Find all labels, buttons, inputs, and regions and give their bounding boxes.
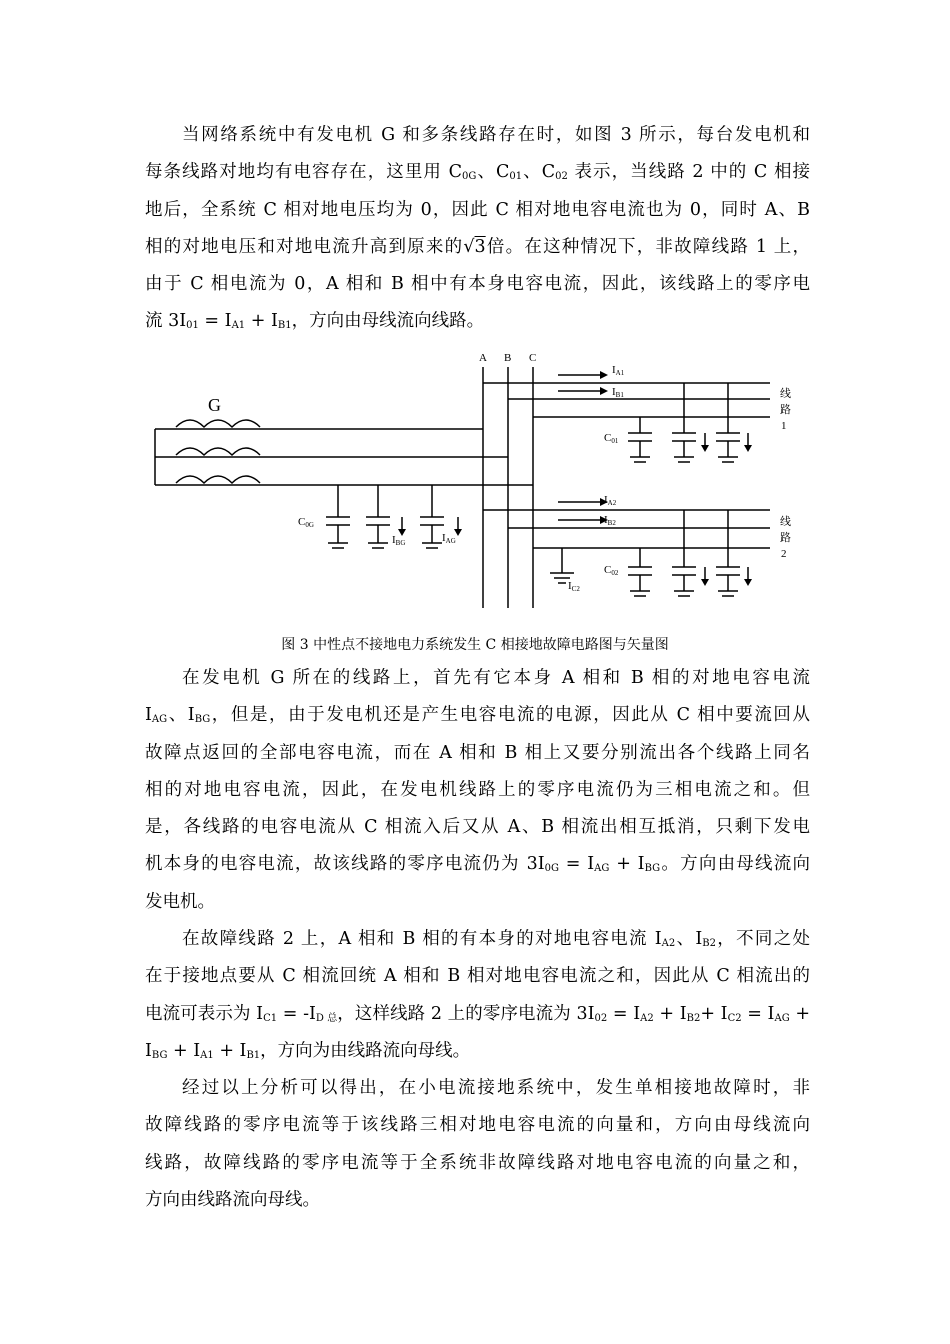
current-label: I [604,494,608,506]
text-line: 每条线路对地均有电容存在，这里用 $C_{0G}$、$C_{01}$、$C_{02}$ 表示，当线路 2 中的 C 相接 [145,162,811,183]
text-line: 电流可表示为 $I_{C1} = -I_{D 总}$，这样线路 2 上的零序电流为 $3I_{02} = I_{A2} + I_{B2}+ I_{C2} = I_{AG}$ + [145,1003,811,1024]
paragraph-4 [145,1070,810,1219]
text-line: 相的对地电容电流，因此，在发电机线路上的零序电流仍为三相电流之和。但 [145,779,810,800]
text-line: 机本身的电容电流，故该线路的零序电流仍为 $3I_{0G} = I_{AG} + I_{BG}$。方向由母线流向 [145,854,811,875]
text-line: $I_{BG} + I_{A1} + I_{B1}$，方向为由线路流向母线。 [145,1040,471,1061]
paragraph-3 [145,921,810,1070]
text-line: 是，各线路的电容电流从 C 相流入后又从 A、B 相流出相互抵消，只剩下发电 [145,817,810,838]
current-label: I [604,514,608,526]
text-line: 在发电机 G 所在的线路上，首先有它本身 A 相和 B 相的对地电容电流 [182,668,810,688]
current-label: I [568,580,572,592]
line-label: 线 [780,388,791,400]
text-line: 方向由线路流向母线。 [145,1189,320,1210]
bus-label-c: C [529,352,537,364]
svg-text:路: 路 [780,532,791,544]
text-line: 线路，故障线路的零序电流等于全系统非故障线路对地电容电流的向量之和， [145,1152,810,1173]
svg-text:2: 2 [781,548,787,560]
text-line: 流 $3I_{01} = I_{A1} + I_{B1}$，方向由母线流向线路。 [145,311,485,332]
capacitor-label: C [298,516,306,528]
capacitor-label: C [604,432,612,444]
current-label: I [612,364,616,376]
text-line: 在故障线路 2 上，A 相和 B 相的有本身的对地电容电流 $I_{A2}$、$I_{B2}$，不同之处 [182,929,811,949]
svg-text:路: 路 [780,404,791,416]
text-line: 当网络系统中有发电机 G 和多条线路存在时，如图 3 所示，每台发电机和 [182,125,810,145]
svg-text:IAG: IAG [442,532,456,545]
svg-text:IB2: IB2 [604,514,616,527]
text-line: 在于接地点要从 C 相流回统 A 相和 B 相对地电容电流之和，因此从 C 相流出的 [145,966,810,987]
current-label: I [442,532,446,544]
capacitor-label: C [604,564,612,576]
bus-label-b: B [504,352,512,364]
text-line: 故障线路的零序电流等于该线路三相对地电容电流的向量和，方向由母线流向 [145,1115,810,1136]
svg-text:IB1: IB1 [612,386,624,399]
current-label: I [612,386,616,398]
bus-label-a: A [479,352,487,364]
circuit-diagram [140,345,810,620]
text-line: 由于 C 相电流为 0，A 相和 B 相中有本身电容电流，因此，该线路上的零序电 [145,274,810,295]
svg-text:C02: C02 [604,564,619,577]
svg-text:IA1: IA1 [612,364,625,377]
svg-text:C01: C01 [604,432,619,445]
svg-text:C0G: C0G [298,516,314,529]
text-line: 地后，全系统 C 相对地电压均为 0，因此 C 相对地电容电流也为 0，同时 A、B [145,199,810,220]
paragraph-1 [145,117,810,341]
line-label: 线 [780,516,791,528]
svg-text:1: 1 [781,420,787,432]
svg-text:IC2: IC2 [568,580,580,593]
current-label: I [392,534,396,546]
svg-text:IA2: IA2 [604,494,617,507]
paragraph-2 [145,660,810,921]
text-line: 相的对地电压和对地电流升高到原来的√3倍。在这种情况下，非故障线路 1 上， [145,236,810,257]
svg-text:IBG: IBG [392,534,406,547]
generator-label: G [208,395,221,415]
text-line: $I_{AG}$、$I_{BG}$，但是，由于发电机还是产生电容电流的电源，因此从 C 相中要流回从 [145,705,810,726]
figure-caption: 图 3 中性点不接地电力系统发生 C 相接地故障电路图与矢量图 [281,637,669,653]
text-line: 故障点返回的全部电容电流，而在 A 相和 B 相上又要分别流出各个线路上同名 [145,742,810,763]
text-line: 经过以上分析可以得出，在小电流接地系统中，发生单相接地故障时，非 [182,1078,810,1098]
text-line: 发电机。 [145,891,215,912]
